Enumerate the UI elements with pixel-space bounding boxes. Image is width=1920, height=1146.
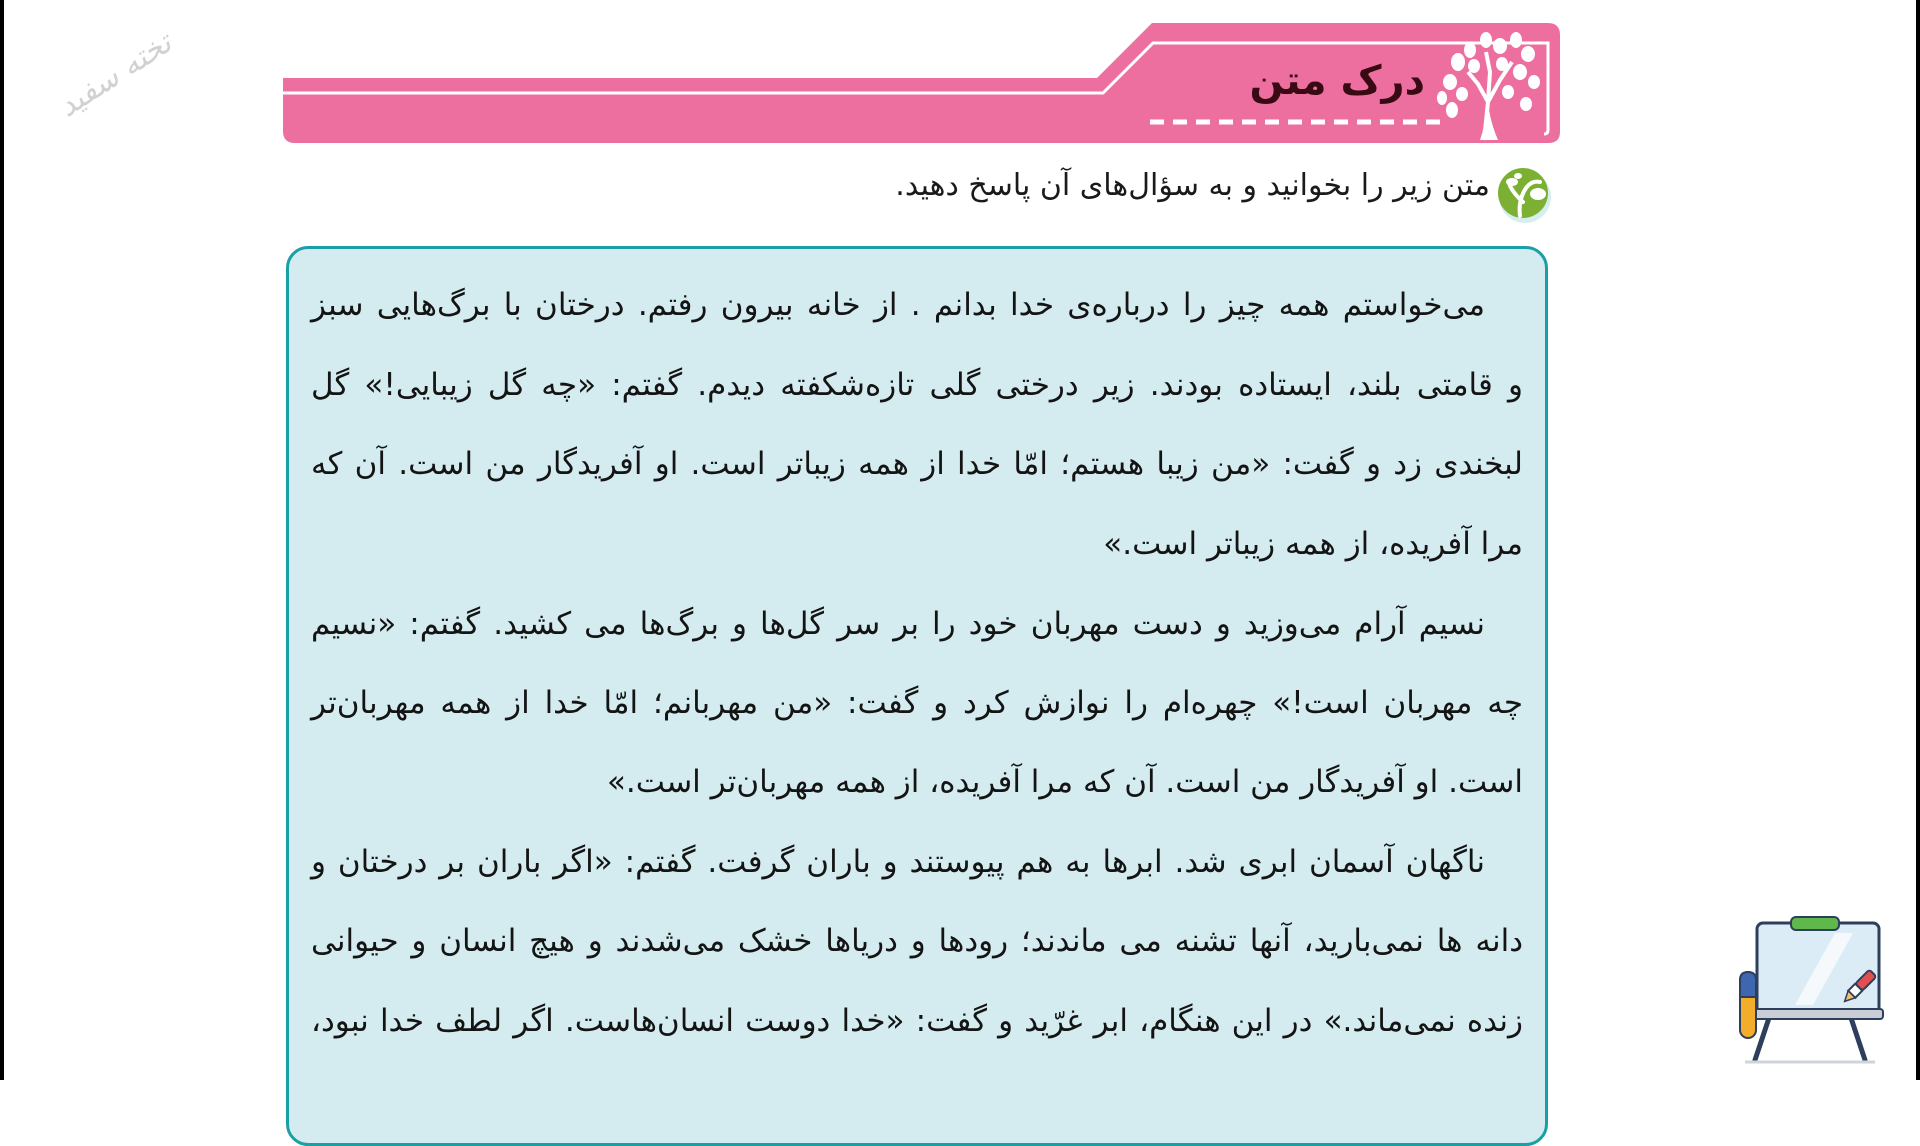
sprout-icon [1494, 164, 1554, 224]
left-frame-edge [0, 0, 4, 1080]
passage-line: لبخندی زد و گفت: «من زیبا هستم؛ امّا خدا از همه زیباتر است. او آفریدگار من است. آن که [311, 446, 1523, 482]
passage-line: می‌خواستم همه چیز را درباره‌ی خدا بدانم . از خانه بیرون رفتم. درختان با برگ‌هایی سبز [311, 287, 1485, 323]
watermark: تخته سفید [52, 25, 178, 125]
passage-line: نسیم آرام می‌وزید و دست مهربان خود را بر سر گل‌ها و برگ‌ها می کشید. گفتم: «نسیم [311, 606, 1485, 642]
passage-line: است. او آفریدگار من است. آن که مرا آفریده، از همه مهربان‌تر است.» [606, 764, 1523, 800]
instruction-text: متن زیر را بخوانید و به سؤال‌های آن پاسخ دهید. [895, 168, 1490, 203]
section-banner [0, 0, 1920, 160]
passage-line: دانه ها نمی‌بارید، آنها تشنه می ماندند؛ رودها و دریاها خشک می‌شدند و هیچ انسان و حیوانی [311, 923, 1523, 959]
passage-line: مرا آفریده، از همه زیباتر است.» [1103, 526, 1523, 562]
right-frame-edge [1916, 0, 1920, 1080]
banner-shape [0, 0, 1920, 160]
reading-passage-box [286, 246, 1548, 1146]
whiteboard-icon [1735, 915, 1885, 1065]
tree-icon [1428, 22, 1548, 142]
passage-line: و قامتی بلند، ایستاده بودند. زیر درختی گلی تازه‌شکفته دیدم. گفتم: «چه گل زیبایی!» گل [311, 367, 1523, 403]
passage-line: چه مهربان است!» چهره‌ام را نوازش کرد و گفت: «من مهربانم؛ امّا خدا از همه مهربان‌تر [311, 685, 1523, 721]
passage-line: زنده نمی‌ماند.» در این هنگام، ابر غرّید و گفت: «خدا دوست انسان‌هاست. اگر لطف خدا نبود، [311, 1003, 1523, 1039]
passage-line: ناگهان آسمان ابری شد. ابرها به هم پیوستند و باران گرفت. گفتم: «اگر باران بر درختان و [311, 844, 1485, 880]
section-title: درک متن [1249, 58, 1425, 104]
